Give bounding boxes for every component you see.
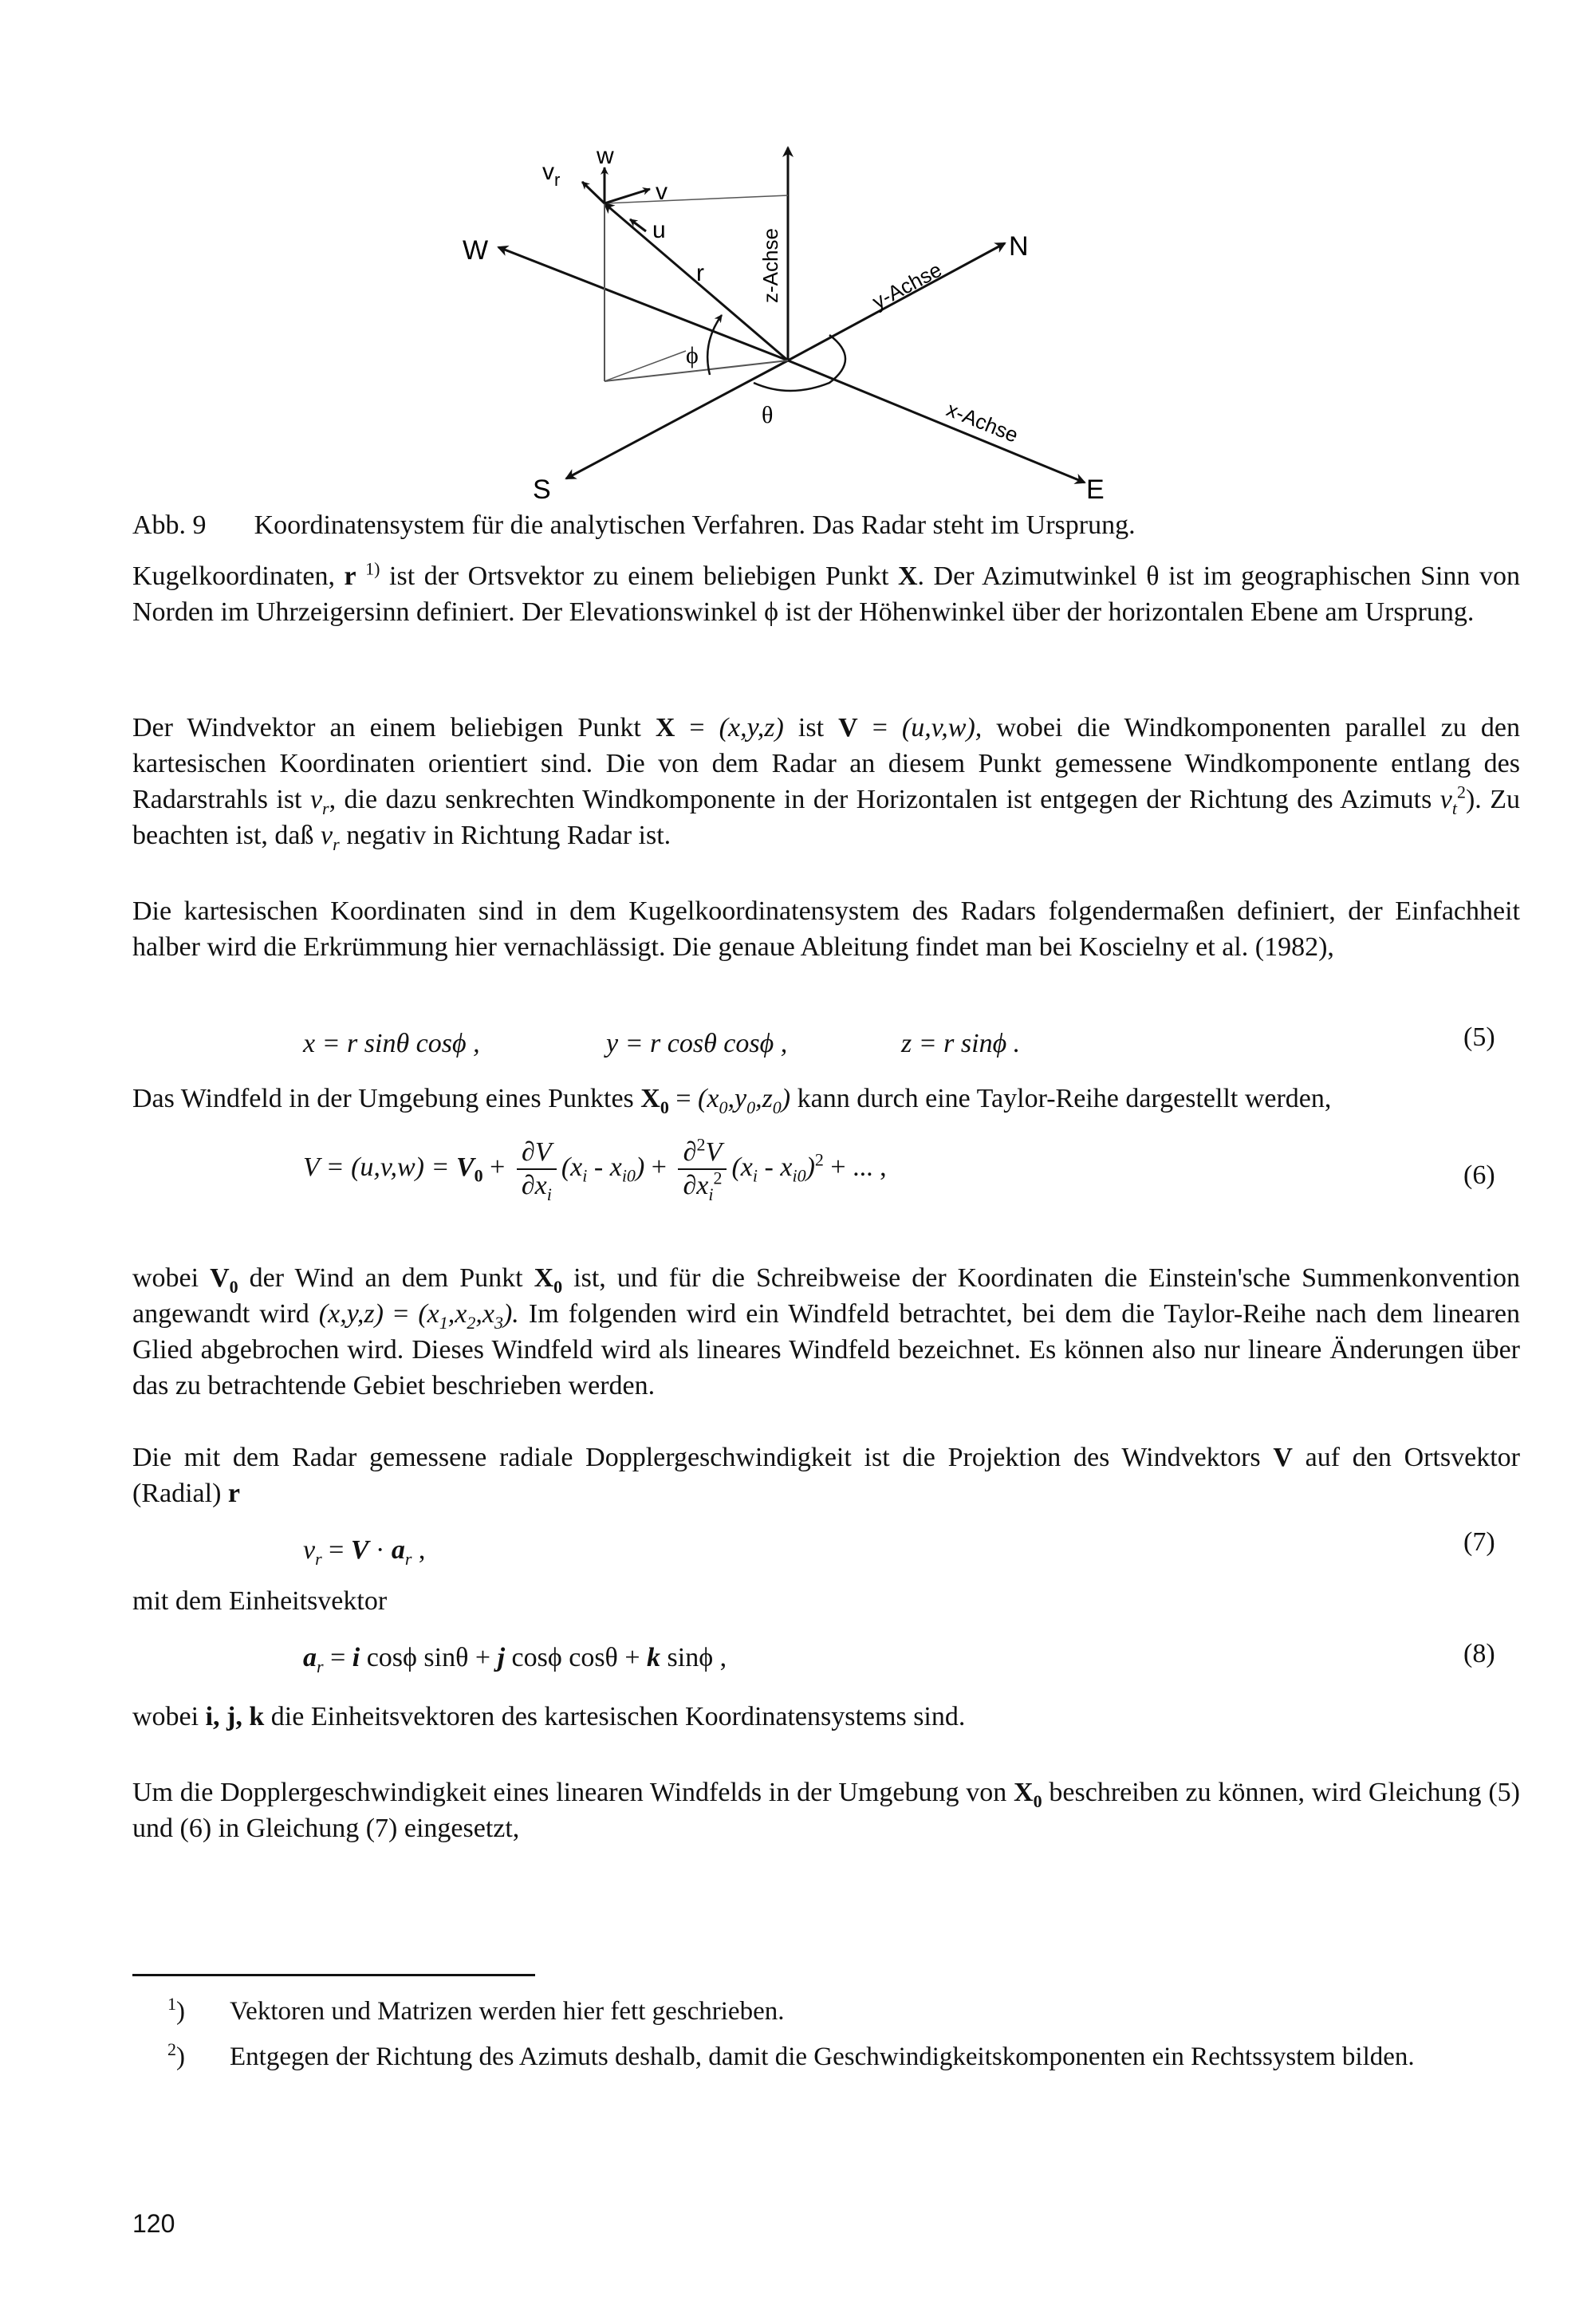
vr-component: [582, 182, 605, 203]
equation-8-number: (8): [1463, 1639, 1495, 1668]
page-number: 120: [132, 2209, 175, 2238]
label-u: u: [652, 217, 666, 243]
eq6-fraction-1: $\frac{\partial V}{\partial x_i}$: [517, 1136, 557, 1202]
paragraph-2: Der Windvektor an einem beliebigen Punkt X = (x,y,z) ist V = (u,v,w), wobei die Windkomponenten parallel zu den kartesischen Koordinaten orientiert sind. Die von dem Radar an diesem Punkt gemessene Windkomponente entlang des Radarstrahls ist $v_r$, die dazu senkrechten Windkomponente in der Horizontalen ist entgegen der Richtung des Azimuts $v_t^2$). Zu beachten ist, daß $v_r$ negativ in Richtung Radar ist.: [132, 713, 1520, 854]
label-r: r: [696, 260, 704, 286]
label-x-axis: x-Achse: [943, 396, 1022, 447]
paragraph-9: Um die Dopplergeschwindigkeit eines linearen Windfelds in der Umgebung von $X_0$ beschreiben zu können, wird Gleichung (5) und (6) in Gleichung (7) eingesetzt,: [132, 1778, 1520, 1843]
equation-6-number: (6): [1463, 1160, 1495, 1190]
paragraph-7: mit dem Einheitsvektor: [132, 1586, 388, 1616]
paragraph-8: wobei i, j, k die Einheitsvektoren des kartesischen Koordinatensystems sind.: [132, 1702, 966, 1731]
paragraph-6: Die mit dem Radar gemessene radiale Dopplergeschwindigkeit ist die Projektion des Windvektors V auf den Ortsvektor (Radial) r: [132, 1443, 1520, 1508]
label-v: v: [656, 179, 668, 205]
equation-5-y: y = r cosθ cosϕ ,: [606, 1029, 788, 1058]
label-y-axis: y-Achse: [868, 257, 946, 314]
paragraph-5: wobei $V_0$ der Wind an dem Punkt $X_0$ ist, und für die Schreibweise der Koordinaten die Einstein'sche Summenkonvention angewandt wird $(x,y,z) = (x_1,x_2,x_3)$. Im folgenden wird ein Windfeld betrachtet, bei dem die Taylor-Reihe nach dem linearen Glied abgebrochen wird. Dieses Windfeld wird als lineares Windfeld bezeichnet. Es können also nur lineare Änderungen über das zu betrachtende Gebiet beschrieben werden.: [132, 1263, 1520, 1400]
u-component: [630, 219, 646, 231]
coordinate-system-figure: [0, 0, 1595, 518]
label-S: S: [533, 475, 551, 505]
caption-text: Koordinatensystem für die analytischen Verfahren. Das Radar steht im Ursprung.: [254, 510, 1136, 540]
equation-7: $v_r = V \cdot a_r$ ,: [303, 1535, 426, 1569]
west-axis: [498, 247, 788, 360]
elevation-angle-arc: [707, 315, 722, 375]
label-W: W: [463, 235, 489, 266]
label-z-axis: z-Achse: [758, 228, 782, 303]
paragraph-4: Das Windfeld in der Umgebung eines Punktes $X_0 = (x_0,y_0,z_0)$ kann durch eine Taylor-Reihe dargestellt werden,: [132, 1084, 1332, 1117]
label-theta: θ: [762, 402, 774, 428]
equation-7-number: (7): [1463, 1527, 1495, 1557]
equation-5-z: z = r sinϕ .: [901, 1029, 1021, 1058]
label-N: N: [1009, 231, 1029, 262]
east-axis: [788, 360, 1085, 483]
south-axis: [566, 360, 788, 479]
projection-line: [605, 195, 788, 203]
label-w: w: [597, 143, 614, 169]
equation-8: $a_r = i$ cosϕ sinθ + j cosϕ cosθ + k sinϕ ,: [303, 1643, 727, 1676]
label-vr: $v_r$: [542, 159, 561, 190]
equation-5-number: (5): [1463, 1022, 1495, 1052]
eq5-x: x = r sinθ cosϕ ,: [303, 1029, 480, 1058]
figure-caption: [132, 510, 1136, 541]
label-phi: ϕ: [686, 342, 699, 368]
paragraph-1: Kugelkoordinaten, r $^{1)}$ ist der Ortsvektor zu einem beliebigen Punkt X. Der Azimutwinkel θ ist im geographischen Sinn von Norden im Uhrzeigersinn definiert. Der Elevationswinkel ϕ ist der Höhenwinkel über der horizontalen Ebene am Ursprung.: [132, 558, 1520, 627]
footnote-rule: [132, 1974, 535, 1976]
eq6-fraction-2: $\frac{\partial^2V}{\partial x_i^2}$: [678, 1136, 727, 1202]
paragraph-3: Die kartesischen Koordinaten sind in dem Kugelkoordinatensystem des Radars folgendermaßen definiert, der Einfachheit halber wird die Erkrümmung hier vernachlässigt. Die genaue Ableitung findet man bei Koscielny et al. (1982),: [132, 896, 1520, 962]
equation-5: [303, 1029, 480, 1059]
equation-6: $V = (u,v,w) = V_0$ + $\frac{\partial V}{\partial x_i}$ $(x_i - x_{i0})$ + $\frac{\partial^2V}{\partial x_i^2}$ $(x_i - x_{i0})^2$ + ... ,: [303, 1134, 887, 1204]
label-E: E: [1086, 475, 1105, 505]
caption-number: Abb. 9: [132, 510, 207, 540]
